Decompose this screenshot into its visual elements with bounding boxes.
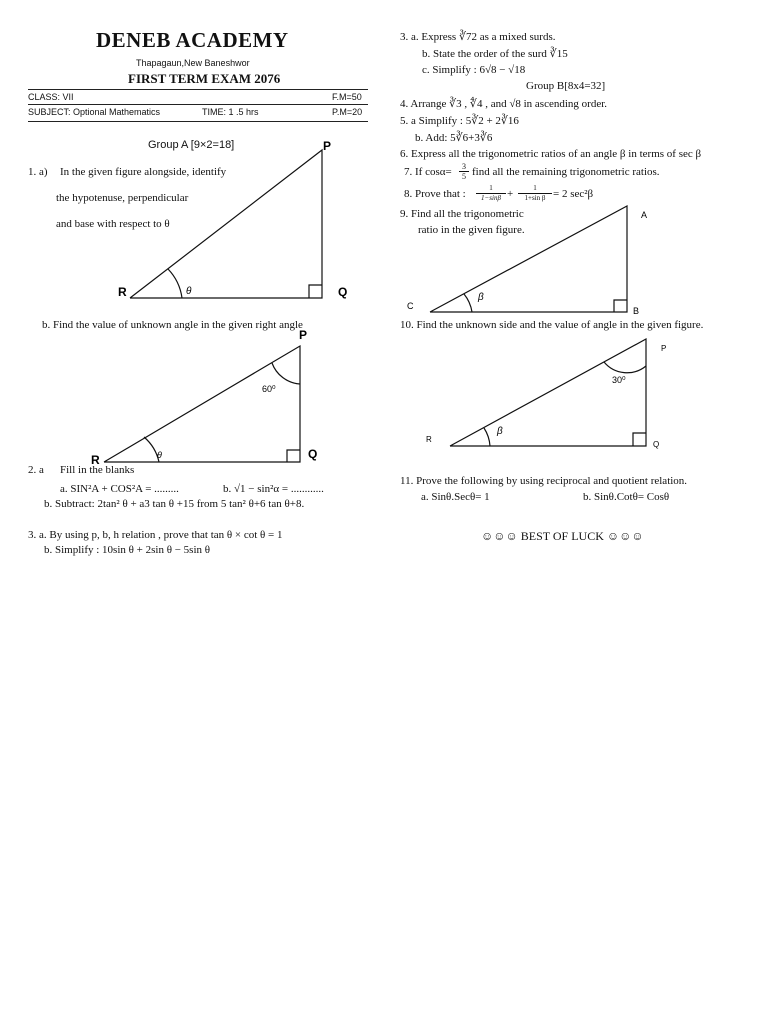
exam-title: FIRST TERM EXAM 2076 <box>128 71 281 86</box>
rq6-text: 6. Express all the trigonometric ratios of an angle β in terms of sec β <box>400 148 702 160</box>
figure-2-label-q: Q <box>308 447 318 461</box>
figure-3-label-beta: β <box>478 292 484 303</box>
figure-2-label-p: P <box>299 328 308 342</box>
rq3a-text: 3. a. Express ∛72 as a mixed surds. <box>400 31 556 43</box>
figure-2-label-theta: θ <box>157 450 162 460</box>
best-of-luck: ☺☺☺ BEST OF LUCK ☺☺☺ <box>481 529 644 543</box>
rq7-suffix: find all the remaining trigonometric ratios. <box>472 166 660 178</box>
rq5b-text: b. Add: 5∛6+3∛6 <box>415 132 493 144</box>
rq7-frac-num: 3 <box>462 162 466 171</box>
figure-3-triangle <box>430 206 627 312</box>
rq8-plus: + <box>507 188 514 200</box>
figure-4-label-r: R <box>426 435 432 444</box>
figure-4-label-p: P <box>661 344 667 353</box>
q1a-line3: and base with respect to θ <box>56 218 170 230</box>
header-rule-mid <box>28 104 368 105</box>
q2-label: 2. a <box>28 464 44 476</box>
figure-4-label-30: 30⁰ <box>612 375 626 385</box>
figure-2-triangle <box>104 346 300 462</box>
rq8-fraction-2 <box>518 184 552 203</box>
q2-title: Fill in the blanks <box>60 464 135 476</box>
rq3b-text: b. State the order of the surd ∛15 <box>422 48 568 60</box>
time-label: TIME: 1 .5 hrs <box>202 107 259 117</box>
q3a-text: 3. a. By using p, b, h relation , prove that tan θ × cot θ = 1 <box>28 529 283 541</box>
rq10-text: 10. Find the unknown side and the value of angle in the given figure. <box>400 319 704 331</box>
group-a-heading: Group A [9×2=18] <box>148 139 235 151</box>
rq11a-text: a. Sinθ.Secθ= 1 <box>421 491 490 503</box>
figure-4-triangle <box>450 339 646 446</box>
school-name: DENEB ACADEMY <box>96 28 289 52</box>
subject-label: SUBJECT: Optional Mathematics <box>28 107 161 117</box>
header-rule-bottom <box>28 121 368 122</box>
q2b-item: b. √1 − sin²α = ............ <box>223 483 324 495</box>
figure-4-label-beta: β <box>497 426 503 437</box>
rq8-frac1-den: 1−sinβ <box>476 193 506 203</box>
full-marks: F.M=50 <box>332 92 362 102</box>
header-rule-top <box>28 89 368 90</box>
rq9-line1: 9. Find all the trigonometric <box>400 208 524 220</box>
rq7-prefix: 7. If cosα= <box>404 166 452 178</box>
figure-2-label-r: R <box>91 453 100 467</box>
figure-1-label-theta: θ <box>186 286 192 297</box>
rq7-frac-den: 5 <box>459 171 469 181</box>
figure-1-label-r: R <box>118 285 127 299</box>
rq8-result: = 2 sec²β <box>553 188 594 200</box>
q1a-line2: the hypotenuse, perpendicular <box>56 192 189 204</box>
rq9-line2: ratio in the given figure. <box>418 224 525 236</box>
q1a-line1: In the given figure alongside, identify <box>60 166 227 178</box>
rq8-frac2-den: 1+sin β <box>518 193 552 203</box>
school-address: Thapagaun,New Baneshwor <box>136 58 250 68</box>
rq11b-text: b. Sinθ.Cotθ= Cosθ <box>583 491 670 503</box>
rq5a-text: 5. a Simplify : 5∛2 + 2∛16 <box>400 115 519 127</box>
rq8-fraction-1 <box>476 184 506 203</box>
rq8-prefix: 8. Prove that : <box>404 188 466 200</box>
rq8-frac2-num: 1 <box>533 184 537 192</box>
figure-1-label-q: Q <box>338 285 348 299</box>
rq4-text: 4. Arrange ∛3 , ∜4 , and √8 in ascending order. <box>400 98 608 110</box>
q2b-subtract: b. Subtract: 2tan² θ + a3 tan θ +15 from 5 tan² θ+6 tan θ+8. <box>44 498 305 510</box>
q3b-text: b. Simplify : 10sin θ + 2sin θ − 5sin θ <box>44 544 211 556</box>
rq3c-text: c. Simplify : 6√8 − √18 <box>422 64 526 76</box>
figure-3-label-c: C <box>407 301 414 311</box>
figure-4-label-q: Q <box>653 440 660 449</box>
q1a-label: 1. a) <box>28 166 48 178</box>
rq7-fraction <box>459 162 469 181</box>
q2a-item: a. SIN²A + COS²A = ......... <box>60 483 179 495</box>
figure-2-label-60: 60⁰ <box>262 384 276 394</box>
pass-marks: P.M=20 <box>332 107 363 117</box>
rq8-frac1-num: 1 <box>489 184 493 192</box>
q1b-text: b. Find the value of unknown angle in the given right angle <box>42 319 303 331</box>
figure-1-label-p: P <box>323 139 332 153</box>
group-b-heading: Group B[8x4=32] <box>526 80 606 92</box>
rq11-text: 11. Prove the following by using reciprocal and quotient relation. <box>400 475 688 487</box>
class-label: CLASS: VII <box>28 92 74 102</box>
figure-3-label-b: B <box>633 306 640 316</box>
figure-3-label-a: A <box>641 210 648 220</box>
